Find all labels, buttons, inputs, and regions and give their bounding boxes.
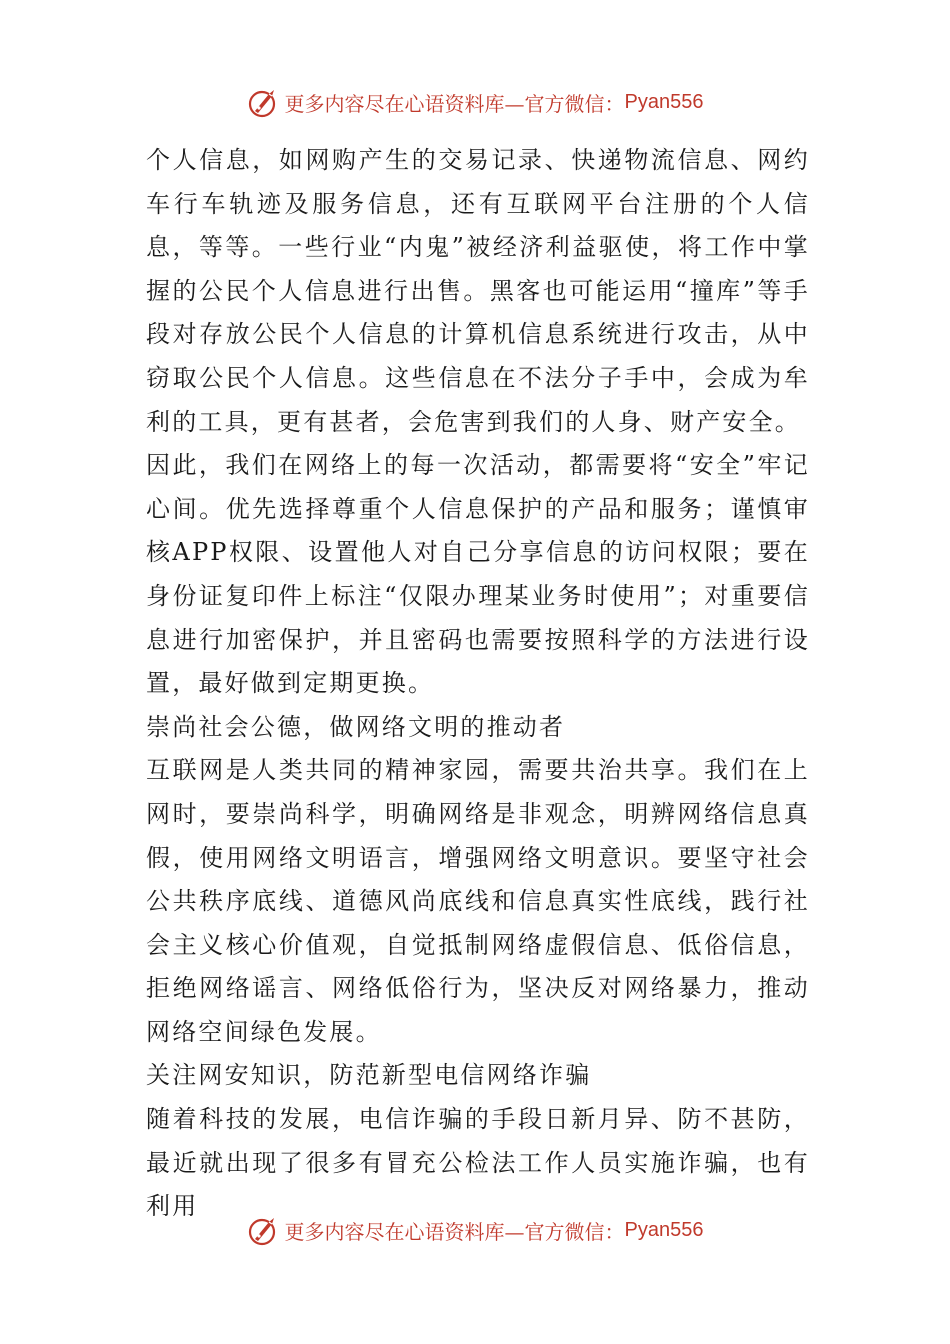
pen-nib-logo-icon bbox=[247, 1213, 281, 1247]
paragraph-telecom-fraud: 随着科技的发展，电信诈骗的手段日新月异、防不甚防，最近就出现了很多有冒充公检法工作人员实施诈骗，也有利用 bbox=[146, 1105, 810, 1221]
banner-text: 更多内容尽在心语资料库—官方微信： bbox=[284, 91, 625, 116]
section-heading-anti-fraud: 关注网安知识，防范新型电信网络诈骗 bbox=[146, 1061, 592, 1090]
banner-text: 更多内容尽在心语资料库—官方微信： bbox=[284, 1219, 625, 1244]
paragraph-security-tips: 因此，我们在网络上的每一次活动，都需要将“安全”牢记心间。优先选择尊重个人信息保护的产品和服务；谨慎审核APP权限、设置他人对自己分享信息的访问权限；要在身份证复印件上标注“仅限办理某业务时使用”；对重要信息进行加密保护，并且密码也需要按照科学的方法进行设置，最好做到定期更换。 bbox=[146, 451, 810, 698]
pen-nib-logo-icon bbox=[247, 85, 281, 119]
banner-wechat-id: Pyan556 bbox=[624, 90, 704, 113]
footer-banner bbox=[0, 1210, 950, 1250]
banner-wechat-id: Pyan556 bbox=[624, 1218, 704, 1241]
section-heading-social-ethics: 崇尚社会公德，做网络文明的推动者 bbox=[146, 712, 566, 741]
paragraph-network-civilization: 互联网是人类共同的精神家园，需要共治共享。我们在上网时，要崇尚科学，明确网络是非观念，明辨网络信息真假，使用网络文明语言，增强网络文明意识。要坚守社会公共秩序底线、道德风尚底线和信息真实性底线，践行社会主义核心价值观，自觉抵制网络虚假信息、低俗信息，拒绝网络谣言、网络低俗行为，坚决反对网络暴力，推动网络空间绿色发展。 bbox=[146, 756, 810, 1046]
document-body bbox=[146, 139, 810, 1229]
paragraph-personal-info: 个人信息，如网购产生的交易记录、快递物流信息、网约车行车轨迹及服务信息，还有互联网平台注册的个人信息，等等。一些行业“内鬼”被经济利益驱使，将工作中掌握的公民个人信息进行出售。黑客也可能运用“撞库”等手段对存放公民个人信息的计算机信息系统进行攻击，从中窃取公民个人信息。这些信息在不法分子手中，会成为牟利的工具，更有甚者，会危害到我们的人身、财产安全。 bbox=[146, 146, 810, 436]
header-banner bbox=[0, 82, 950, 122]
